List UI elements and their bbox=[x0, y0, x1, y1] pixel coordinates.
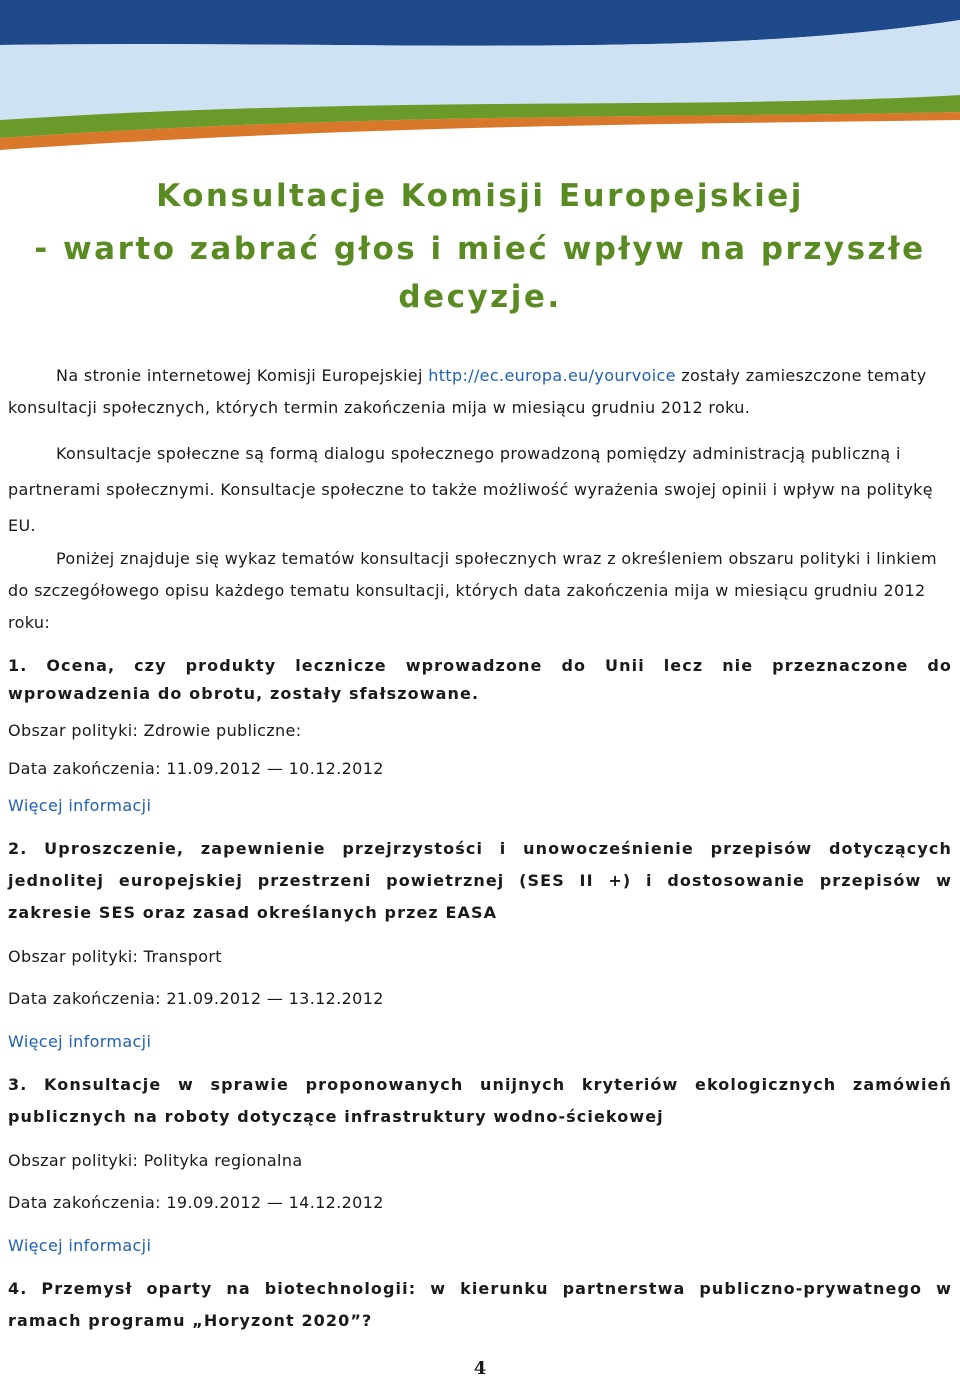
item-1-more-info-link[interactable]: Więcej informacji bbox=[8, 796, 152, 815]
title-line-1: Konsultacje Komisji Europejskiej bbox=[156, 178, 804, 214]
item-1-end-date: Data zakończenia: 11.09.2012 — 10.12.2012 bbox=[8, 759, 384, 778]
intro-paragraph-2: Konsultacje społeczne są formą dialogu społecznego prowadzoną pomiędzy administracją publiczną i partnerami społecznymi. Konsultacje społeczne to także możliwość wyrażenia swojej opinii i wpływ na politykę EU. bbox=[8, 444, 933, 535]
item-2-title: 2. Uproszczenie, zapewnienie przejrzystości i unowocześnienie przepisów dotyczących jednolitej europejskiej przestrzeni powietrznej (SES II +) i dostosowanie przepisów w zakresie SES oraz zasad określanych przez EASA bbox=[8, 839, 952, 922]
page-number: 4 bbox=[473, 1358, 487, 1379]
item-3-policy-area: Obszar polityki: Polityka regionalna bbox=[8, 1151, 303, 1170]
item-1-title: 1. Ocena, czy produkty lecznicze wprowadzone do Unii lecz nie przeznaczone do wprowadzenia do obrotu, zostały sfałszowane. bbox=[8, 656, 952, 703]
intro-text-before-link: Na stronie internetowej Komisji Europejskiej bbox=[56, 366, 429, 385]
item-4-title: 4. Przemysł oparty na biotechnologii: w kierunku partnerstwa publiczno-prywatnego w ramach programu „Horyzont 2020”? bbox=[8, 1279, 952, 1330]
title-line-3: decyzje. bbox=[398, 279, 562, 315]
item-2-more-info-link[interactable]: Więcej informacji bbox=[8, 1032, 152, 1051]
item-1-policy-area: Obszar polityki: Zdrowie publiczne: bbox=[8, 721, 302, 740]
header-wave-banner bbox=[0, 0, 960, 160]
intro-paragraph-1 bbox=[8, 360, 952, 424]
item-3-end-date: Data zakończenia: 19.09.2012 — 14.12.2012 bbox=[8, 1193, 384, 1212]
title-line-2: - warto zabrać głos i mieć wpływ na przyszłe bbox=[34, 231, 926, 267]
item-3-more-info-link[interactable]: Więcej informacji bbox=[8, 1236, 152, 1255]
intro-text-after-link: zostały zamieszczone tematy konsultacji społecznych, których termin zakończenia mija w miesiącu grudniu 2012 roku. bbox=[8, 366, 927, 417]
header-wave-graphic bbox=[0, 0, 960, 160]
yourvoice-link[interactable]: http://ec.europa.eu/yourvoice bbox=[428, 366, 676, 385]
intro-paragraph-3: Poniżej znajduje się wykaz tematów konsultacji społecznych wraz z określeniem obszaru polityki i linkiem do szczegółowego opisu każdego tematu konsultacji, których data zakończenia mija w miesiącu grudniu 2012 roku: bbox=[8, 549, 937, 632]
item-2-policy-area: Obszar polityki: Transport bbox=[8, 947, 222, 966]
item-2-end-date: Data zakończenia: 21.09.2012 — 13.12.2012 bbox=[8, 989, 384, 1008]
item-3-title: 3. Konsultacje w sprawie proponowanych unijnych kryteriów ekologicznych zamówień publicznych na roboty dotyczące infrastruktury wodno-ściekowej bbox=[8, 1075, 952, 1126]
